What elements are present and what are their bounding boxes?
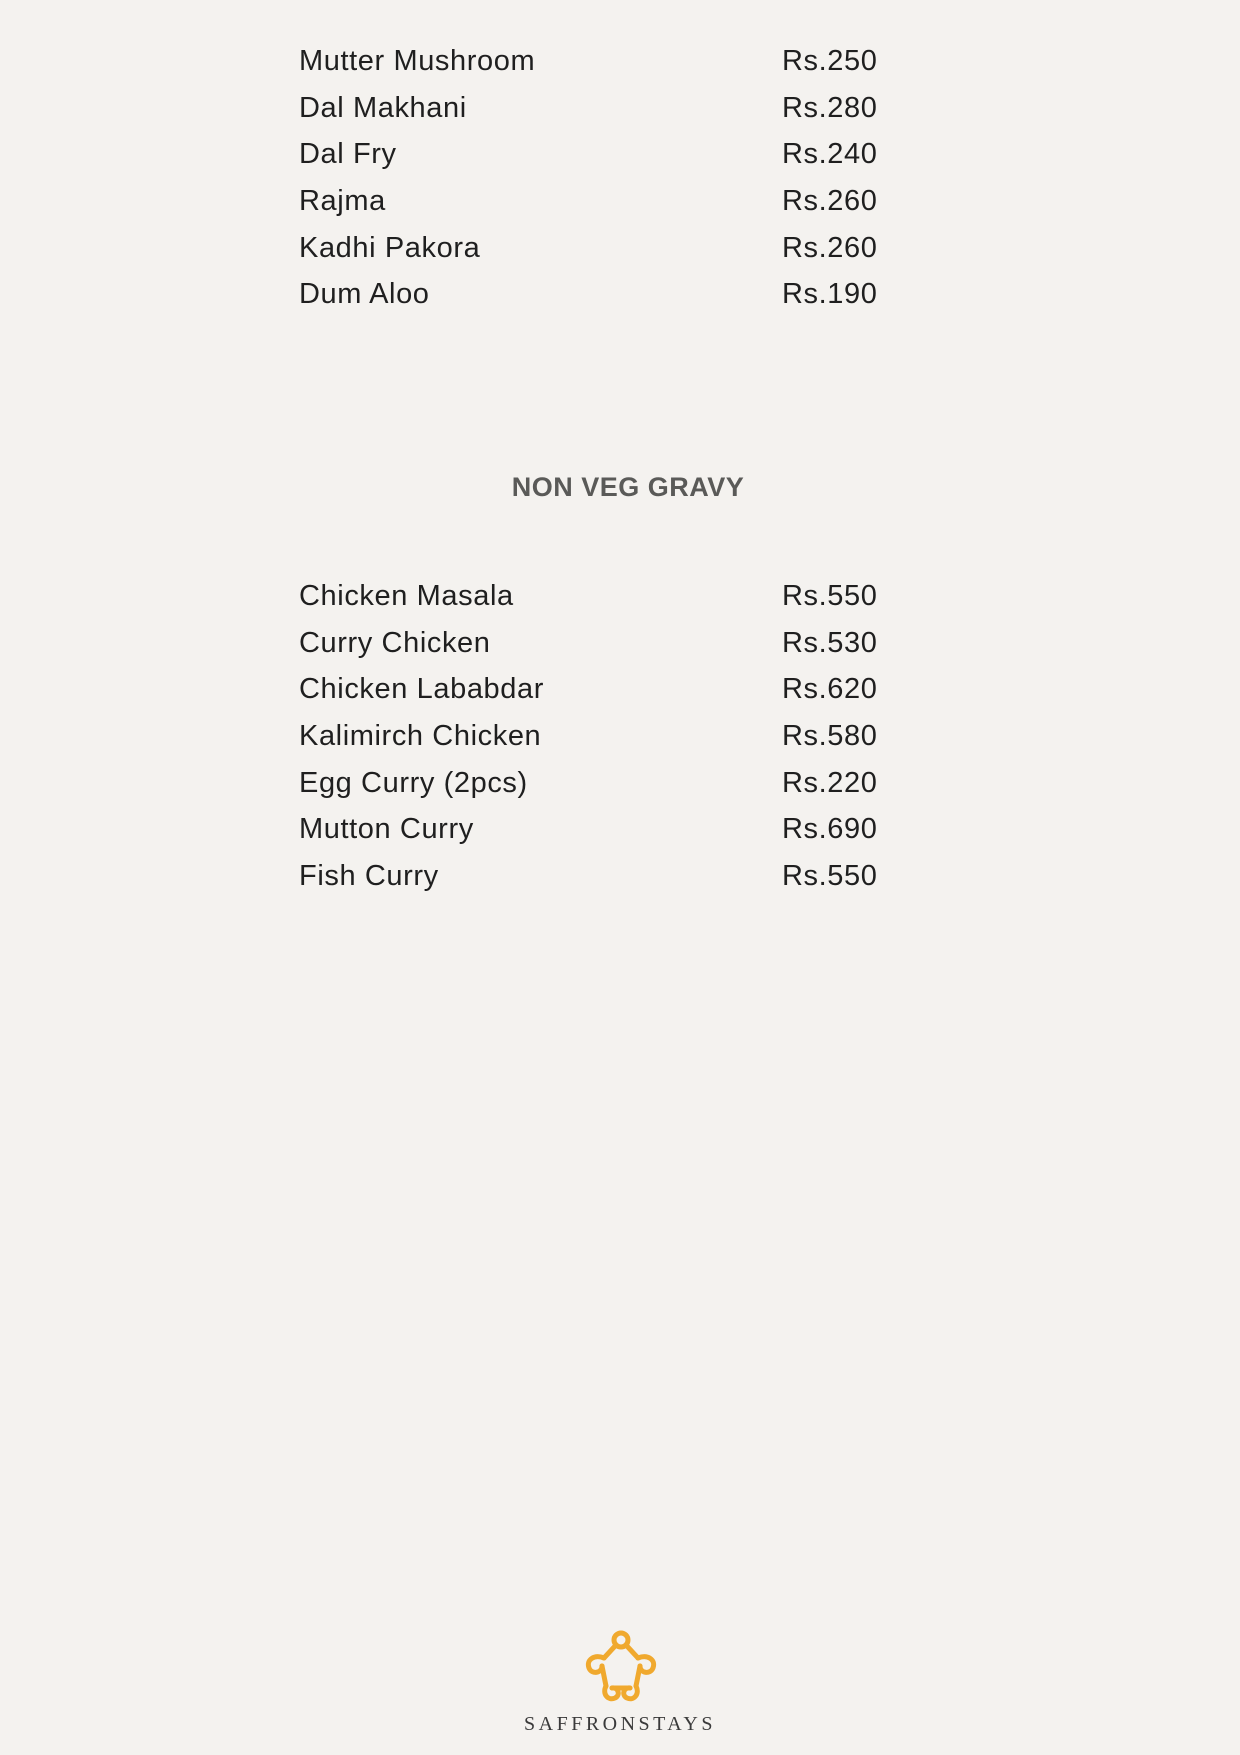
menu-item xyxy=(299,711,899,758)
menu-item-name: Egg Curry (2pcs) xyxy=(299,766,528,799)
menu-item xyxy=(299,269,899,316)
non-veg-gravy-list xyxy=(299,571,899,898)
menu-item xyxy=(299,758,899,805)
section-heading-non-veg-gravy: NON VEG GRAVY xyxy=(511,472,745,502)
menu-item xyxy=(299,129,899,176)
menu-item-price: Rs.260 xyxy=(782,185,878,218)
menu-item-name: Kadhi Pakora xyxy=(299,231,481,264)
menu-item-name: Chicken Lababdar xyxy=(299,673,544,706)
menu-item xyxy=(299,851,899,898)
menu-item-price: Rs.260 xyxy=(782,231,878,264)
menu-item-price: Rs.220 xyxy=(782,766,878,799)
menu-item-name: Dum Aloo xyxy=(299,278,430,311)
menu-item-name: Fish Curry xyxy=(299,860,439,893)
menu-item-name: Chicken Masala xyxy=(299,580,514,612)
menu-item-price: Rs.580 xyxy=(782,720,878,753)
menu-item-name: Kalimirch Chicken xyxy=(299,720,542,753)
logo-mark xyxy=(588,1633,653,1699)
menu-item xyxy=(299,618,899,665)
menu-item-price: Rs.690 xyxy=(782,813,878,846)
menu-item-price: Rs.550 xyxy=(782,580,878,612)
menu-item-price: Rs.550 xyxy=(782,860,878,893)
menu-item-price: Rs.250 xyxy=(782,45,878,77)
menu-item xyxy=(299,83,899,130)
menu-item-price: Rs.530 xyxy=(782,626,878,659)
menu-item-name: Dal Fry xyxy=(299,138,397,171)
menu-item xyxy=(299,176,899,223)
menu-item xyxy=(299,804,899,851)
veg-gravy-list xyxy=(299,36,899,316)
menu-item xyxy=(299,223,899,270)
menu-item-name: Rajma xyxy=(299,185,386,218)
menu-item-price: Rs.190 xyxy=(782,278,878,311)
menu-item-name: Curry Chicken xyxy=(299,626,491,659)
menu-item xyxy=(299,571,899,618)
menu-item-name: Dal Makhani xyxy=(299,91,467,124)
menu-item-name: Mutton Curry xyxy=(299,813,474,846)
menu-item-name: Mutter Mushroom xyxy=(299,45,536,77)
menu-item xyxy=(299,36,899,83)
saffronstays-logo-icon xyxy=(580,1628,662,1704)
menu-item-price: Rs.620 xyxy=(782,673,878,706)
brand-name: SAFFRONSTAYS xyxy=(524,1713,716,1735)
menu-item-price: Rs.280 xyxy=(782,91,878,124)
menu-item-price: Rs.240 xyxy=(782,138,878,171)
menu-item xyxy=(299,664,899,711)
